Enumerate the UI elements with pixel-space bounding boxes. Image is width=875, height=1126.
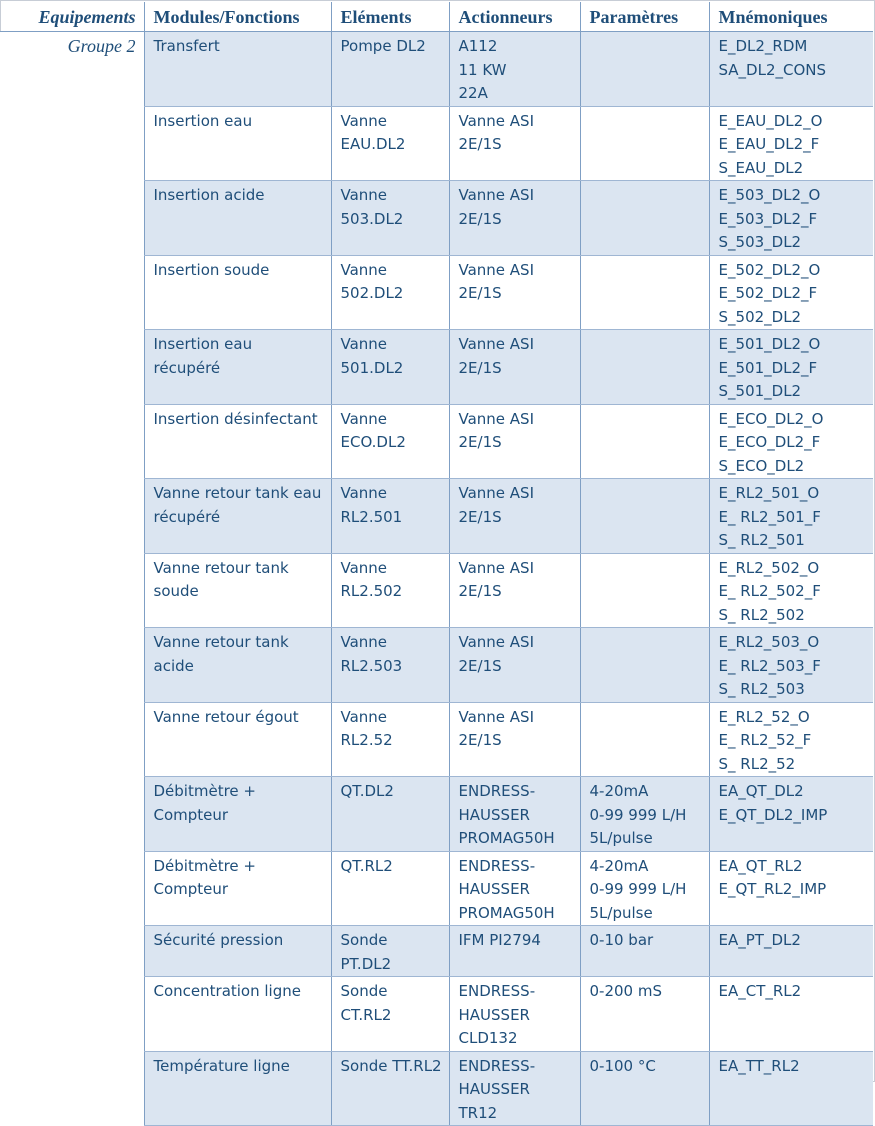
cell-line: 2E/1S [458,582,502,600]
actuator-cell [449,1051,580,1126]
mnemonic-cell [709,181,873,256]
cell-line: HAUSSER [458,805,530,824]
cell-line: Vanne ASI [458,335,535,353]
module-cell [144,1051,331,1126]
cell-line: PROMAG50H [458,903,555,922]
cell-line: A112 [458,37,498,55]
cell-line: S_ RL2_52 [718,754,796,773]
actuator-cell [449,404,580,479]
cell-line: Vanne [340,260,388,279]
cell-line: 2E/1S [458,358,502,377]
cell-line: S_ RL2_502 [718,605,805,624]
cell-line: E_ RL2_502_F [718,582,821,600]
actuator-cell [449,330,580,405]
cell-line: E_RL2_52_O [718,707,810,726]
cell-line: EAU.DL2 [340,135,406,153]
cell-line: 501.DL2 [340,358,404,377]
element-cell [331,977,449,1052]
header-elements: Eléments [331,2,449,32]
cell-line: IFM PI2794 [458,931,541,949]
cell-line: Débitmètre + [153,856,256,875]
mnemonic-cell [709,777,873,852]
cell-line: E_503_DL2_O [718,186,821,204]
cell-line: PROMAG50H [458,829,555,847]
parameters-cell [580,479,709,554]
cell-line: Vanne [340,484,388,502]
header-parametres: Paramètres [580,2,709,32]
element-cell [331,553,449,628]
cell-line: ENDRESS- [458,856,536,875]
element-cell [331,181,449,256]
cell-line: ENDRESS- [458,982,536,1000]
cell-line: ECO.DL2 [340,433,406,451]
actuator-cell [449,977,580,1052]
cell-line: 0-100 °C [589,1056,656,1075]
module-cell [144,702,331,777]
module-cell [144,404,331,479]
mnemonic-cell [709,404,873,479]
module-cell [144,553,331,628]
table-row [0,32,873,107]
cell-line: Vanne [340,111,388,130]
cell-line: S_ECO_DL2 [718,456,805,475]
cell-line: Vanne ASI [458,260,535,279]
cell-line: Vanne retour égout [153,707,299,726]
cell-line: Concentration ligne [153,982,301,1000]
cell-line: Sonde [340,931,388,949]
cell-line: E_EAU_DL2_F [718,135,820,153]
cell-line: Vanne ASI [458,633,535,651]
actuator-cell [449,926,580,977]
cell-line: S_502_DL2 [718,307,802,326]
mnemonic-cell [709,255,873,330]
cell-line: 2E/1S [458,507,502,526]
cell-line: E_DL2_RDM [718,37,808,55]
cell-line: Compteur [153,805,229,824]
cell-line: Compteur [153,880,229,898]
element-cell [331,479,449,554]
mnemonic-cell [709,32,873,107]
cell-line: E_RL2_503_O [718,633,820,651]
cell-line: 502.DL2 [340,284,404,302]
cell-line: Vanne retour tank [153,558,289,577]
actuator-cell [449,181,580,256]
cell-line: Débitmètre + [153,782,256,800]
mnemonic-cell [709,479,873,554]
cell-line: E_EAU_DL2_O [718,111,823,130]
cell-line: EA_CT_RL2 [718,982,802,1000]
cell-line: Vanne [340,707,388,726]
cell-line: CT.RL2 [340,1005,392,1024]
mnemonic-cell [709,851,873,926]
parameters-cell [580,702,709,777]
mnemonic-cell [709,330,873,405]
cell-line: E_ECO_DL2_F [718,433,821,451]
cell-line: récupéré [153,358,221,377]
element-cell [331,404,449,479]
module-cell [144,479,331,554]
parameters-cell [580,255,709,330]
cell-line: ENDRESS- [458,782,536,800]
cell-line: S_501_DL2 [718,382,802,400]
cell-line: E_QT_RL2_IMP [718,880,827,898]
actuator-cell [449,628,580,703]
group-label: Groupe 2 [0,32,144,1126]
element-cell [331,1051,449,1126]
cell-line: QT.RL2 [340,856,393,875]
cell-line: RL2.503 [340,656,403,675]
cell-line: QT.DL2 [340,782,394,800]
cell-line: S_EAU_DL2 [718,158,804,177]
element-cell [331,255,449,330]
actuator-cell [449,553,580,628]
cell-line: 2E/1S [458,284,502,302]
cell-line: 0-200 mS [589,982,662,1000]
module-cell [144,181,331,256]
cell-line: Vanne ASI [458,111,535,130]
header-modules-fonctions: Modules/Fonctions [144,2,331,32]
cell-line: S_503_DL2 [718,233,802,251]
mnemonic-cell [709,977,873,1052]
cell-line: Température ligne [153,1056,290,1075]
element-cell [331,926,449,977]
header-mnemoniques: Mnémoniques [709,2,873,32]
parameters-cell [580,851,709,926]
cell-line: 2E/1S [458,209,502,228]
cell-line: Insertion eau [153,335,253,353]
header-actionneurs: Actionneurs [449,2,580,32]
cell-line: Vanne ASI [458,186,535,204]
cell-line: Sonde TT.RL2 [340,1056,442,1075]
cell-line: 22A [458,84,488,102]
cell-line: RL2.52 [340,731,393,749]
cell-line: 4-20mA [589,782,649,800]
cell-line: 5L/pulse [589,903,653,922]
cell-line: PT.DL2 [340,954,392,973]
cell-line: Insertion soude [153,260,270,279]
element-cell [331,851,449,926]
cell-line: S_ RL2_501 [718,531,805,549]
mnemonic-cell [709,628,873,703]
cell-line: E_RL2_501_O [718,484,820,502]
module-cell [144,32,331,107]
actuator-cell [449,32,580,107]
cell-line: Sonde [340,982,388,1000]
cell-line: ENDRESS- [458,1056,536,1075]
cell-line: soude [153,582,199,600]
cell-line: E_ECO_DL2_O [718,409,824,428]
cell-line: Insertion acide [153,186,265,204]
mnemonic-cell [709,702,873,777]
cell-line: 4-20mA [589,856,649,875]
cell-line: EA_PT_DL2 [718,931,801,949]
parameters-cell [580,106,709,181]
cell-line: EA_QT_RL2 [718,856,803,875]
mnemonic-cell [709,1051,873,1126]
actuator-cell [449,255,580,330]
module-cell [144,628,331,703]
cell-line: 2E/1S [458,656,502,675]
cell-line: 2E/1S [458,135,502,153]
cell-line: HAUSSER [458,1080,530,1098]
module-cell [144,977,331,1052]
cell-line: E_502_DL2_O [718,260,821,279]
cell-line: Vanne [340,409,388,428]
parameters-cell [580,977,709,1052]
cell-line: Sécurité pression [153,931,284,949]
module-cell [144,255,331,330]
actuator-cell [449,479,580,554]
cell-line: E_QT_DL2_IMP [718,805,828,824]
header-equipements: Equipements [0,2,144,32]
mnemonic-cell [709,926,873,977]
cell-line: 503.DL2 [340,209,404,228]
cell-line: Vanne ASI [458,707,535,726]
cell-line: TR12 [458,1103,498,1122]
cell-line: RL2.501 [340,507,403,526]
parameters-cell [580,181,709,256]
cell-line: SA_DL2_CONS [718,60,827,79]
cell-line: Vanne retour tank [153,633,289,651]
cell-line: 0-10 bar [589,931,654,949]
actuator-cell [449,702,580,777]
cell-line: Vanne [340,633,388,651]
parameters-cell [580,777,709,852]
cell-line: Vanne [340,335,388,353]
cell-line: CLD132 [458,1029,518,1047]
cell-line: E_501_DL2_F [718,358,818,377]
parameters-cell [580,32,709,107]
module-cell [144,926,331,977]
actuator-cell [449,106,580,181]
cell-line: E_502_DL2_F [718,284,818,302]
cell-line: EA_TT_RL2 [718,1056,800,1075]
module-cell [144,106,331,181]
cell-line: E_ RL2_503_F [718,656,821,675]
cell-line: Vanne [340,186,388,204]
cell-line: acide [153,656,194,675]
cell-line: 5L/pulse [589,829,653,847]
element-cell [331,330,449,405]
cell-line: S_ RL2_503 [718,680,805,698]
cell-line: 2E/1S [458,731,502,749]
cell-line: E_ RL2_52_F [718,731,812,749]
cell-line: Vanne ASI [458,558,535,577]
parameters-cell [580,926,709,977]
cell-line: 0-99 999 L/H [589,880,687,898]
cell-line: Insertion désinfectant [153,409,318,428]
cell-line: 11 KW [458,60,507,79]
actuator-cell [449,851,580,926]
equipment-table [0,2,873,1126]
mnemonic-cell [709,553,873,628]
cell-line: EA_QT_DL2 [718,782,804,800]
parameters-cell [580,553,709,628]
parameters-cell [580,404,709,479]
parameters-cell [580,1051,709,1126]
cell-line: Vanne ASI [458,484,535,502]
cell-line: 0-99 999 L/H [589,805,687,824]
module-cell [144,330,331,405]
parameters-cell [580,330,709,405]
cell-line: HAUSSER [458,1005,530,1024]
element-cell [331,702,449,777]
module-cell [144,777,331,852]
actuator-cell [449,777,580,852]
cell-line: Transfert [153,37,220,55]
cell-line: E_501_DL2_O [718,335,821,353]
cell-line: Vanne retour tank eau [153,484,322,502]
cell-line: Vanne ASI [458,409,535,428]
cell-line: E_ RL2_501_F [718,507,821,526]
cell-line: HAUSSER [458,880,530,898]
cell-line: RL2.502 [340,582,403,600]
parameters-cell [580,628,709,703]
cell-line: Pompe DL2 [340,37,426,55]
cell-line: 2E/1S [458,433,502,451]
element-cell [331,106,449,181]
element-cell [331,32,449,107]
cell-line: Vanne [340,558,388,577]
mnemonic-cell [709,106,873,181]
cell-line: E_RL2_502_O [718,558,820,577]
cell-line: récupéré [153,507,221,526]
table-header-row [0,2,873,32]
element-cell [331,777,449,852]
cell-line: E_503_DL2_F [718,209,818,228]
element-cell [331,628,449,703]
cell-line: Insertion eau [153,111,253,130]
module-cell [144,851,331,926]
